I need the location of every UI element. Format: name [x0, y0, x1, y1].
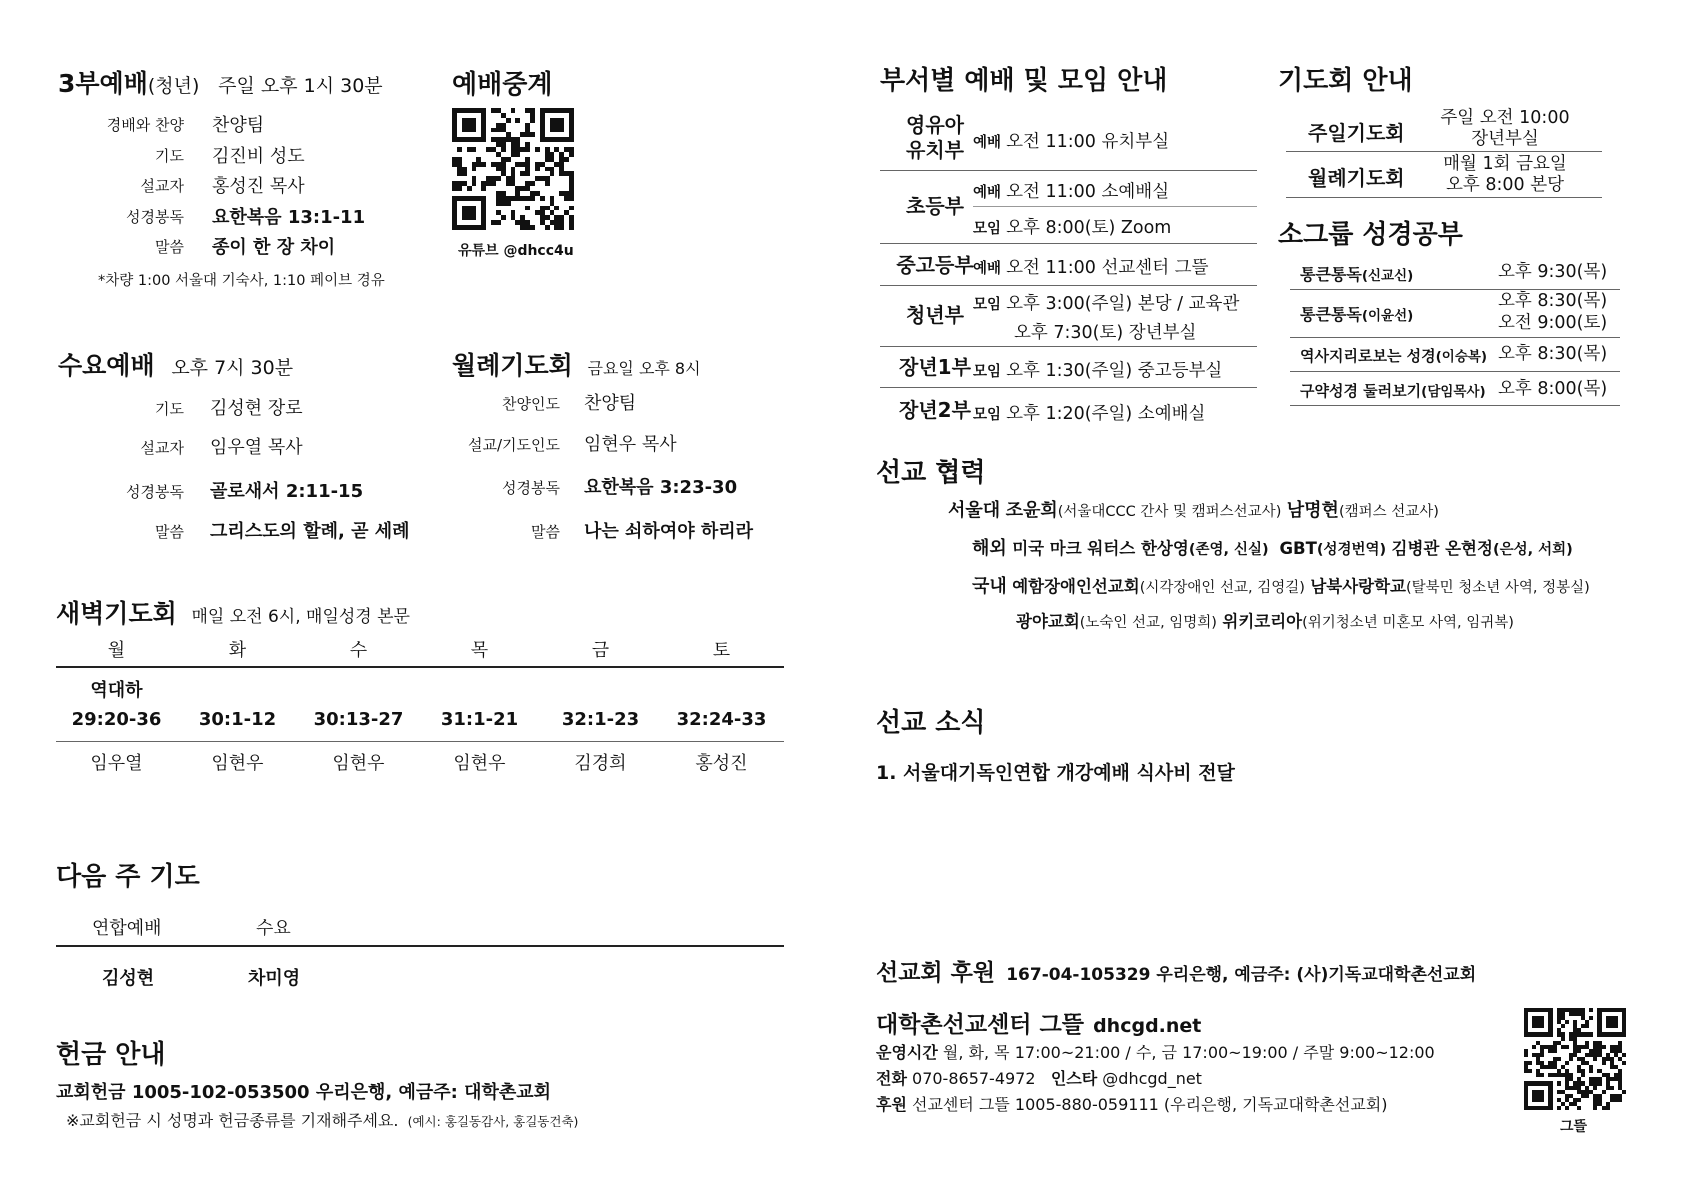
wednesday-label: 설교자: [140, 439, 184, 457]
monthly-value: 찬양팀: [584, 393, 637, 414]
dept-kind: 예배: [973, 135, 1002, 151]
wednesday-label: 말씀: [155, 523, 184, 541]
missions-region: 국내: [972, 576, 1007, 597]
dept-kind: 모임: [973, 364, 1002, 380]
missions-note: (은성, 서희): [1492, 542, 1573, 558]
small-group-title: 구약성경 둘러보기: [1300, 382, 1422, 400]
worship3-label: 기도: [155, 147, 184, 165]
dawn-day: 월: [107, 640, 126, 661]
missions-note: (위기청소년 미혼모 사역, 임귀복): [1302, 615, 1514, 631]
small-group-title: 통큰통독: [1300, 265, 1362, 284]
small-group-leader: (신교신): [1361, 268, 1414, 284]
dawn-leader: 임현우: [453, 753, 506, 774]
worship3-note: *차량 1:00 서울대 기숙사, 1:10 페이브 경유: [98, 273, 385, 289]
center-site: dhcgd.net: [1093, 1015, 1202, 1037]
dawn-day: 목: [470, 640, 489, 661]
missions-line: [1016, 608, 1514, 632]
prayer-meeting-divider: [1286, 197, 1602, 198]
small-group-divider: [1290, 405, 1620, 406]
small-group-name: [1300, 380, 1486, 401]
dawn-passage: 32:24-33: [676, 709, 767, 730]
worship3-title-paren: (청년): [147, 75, 200, 97]
support-title: 선교회 후원: [876, 960, 996, 986]
monthly-label: 찬양인도: [502, 395, 560, 413]
mission-news-item: 1. 서울대기독인연합 개강예배 식사비 전달: [876, 762, 1235, 784]
dawn-time: 매일 오전 6시, 매일성경 본문: [191, 607, 410, 627]
center-qr-caption: 그뜰: [1560, 1119, 1588, 1135]
wednesday-label: 기도: [155, 400, 184, 418]
small-group-time: 오후 8:30(목): [1498, 291, 1608, 311]
wednesday-time: 오후 7시 30분: [171, 357, 294, 379]
center-hours-value: 월, 화, 목 17:00~21:00 / 수, 금 17:00~19:00 / 주말 9:00~12:00: [942, 1043, 1435, 1062]
missions-title: 선교 협력: [876, 458, 986, 488]
small-group-title: 통큰통독: [1300, 305, 1362, 324]
small-group-divider: [1290, 371, 1620, 372]
center-support-label: 후원: [876, 1095, 907, 1114]
dept-item: [973, 214, 1171, 239]
missions-line: [948, 496, 1439, 522]
small-group-time: 오후 8:00(목): [1498, 379, 1608, 399]
monthly-value: 나는 쇠하여야 하리라: [584, 521, 754, 542]
missions-partner: 위키코리아: [1222, 612, 1303, 631]
center-contact: [876, 1066, 1202, 1089]
next-prayer-name: 김성현: [102, 968, 155, 989]
worship3-time: 주일 오후 1시 30분: [218, 75, 383, 97]
worship3-label: 말씀: [155, 238, 184, 256]
missions-partner: 조윤희: [1005, 500, 1058, 521]
worship3-value: 김진비 성도: [212, 146, 305, 167]
missions-note: (노숙인 선교, 임명희): [1079, 615, 1217, 631]
prayer-meeting-time: [1430, 154, 1580, 196]
dept-divider: [880, 387, 1257, 388]
prayer-meeting-name: 월례기도회: [1308, 166, 1405, 190]
offering-account: 교회헌금 1005-102-053500 우리은행, 예금주: 대학촌교회: [56, 1082, 552, 1103]
monthly-value: 임현우 목사: [584, 434, 677, 455]
missions-region: 서울대: [948, 500, 1001, 521]
dawn-heading: [56, 594, 410, 630]
small-group-divider: [1290, 337, 1620, 338]
dept-divider: [880, 170, 1257, 171]
dept-text: 오후 3:00(주일) 본당 / 교육관: [1006, 294, 1240, 314]
monthly-heading: [452, 346, 701, 382]
support-line: [876, 954, 1476, 987]
next-prayer-title: 다음 주 기도: [56, 862, 200, 892]
center-title: 대학촌선교센터 그뜰: [876, 1012, 1084, 1038]
monthly-time: 금요일 오후 8시: [587, 359, 701, 378]
small-group-name: [1300, 345, 1487, 366]
monthly-value: 요한복음 3:23-30: [584, 477, 738, 498]
worship3-label: 설교자: [140, 177, 184, 195]
small-group-name: [1300, 262, 1413, 285]
missions-note: (시각장애인 선교, 김영길): [1139, 580, 1305, 596]
small-group-time: 오전 9:00(토): [1498, 313, 1608, 333]
missions-note: (성경번역): [1316, 542, 1387, 558]
prayer-meeting-time: [1430, 108, 1580, 150]
wednesday-value: 그리스도의 할례, 곧 세례: [210, 521, 410, 542]
dept-name: 영유아 유치부: [906, 113, 964, 162]
dept-text: 오후 8:00(토) Zoom: [1006, 218, 1172, 238]
worship3-value: 요한복음 13:1-11: [212, 207, 366, 228]
dept-item: [973, 400, 1205, 425]
dawn-day: 수: [349, 640, 368, 661]
wednesday-value: 골로새서 2:11-15: [210, 481, 364, 502]
offering-note: [66, 1108, 578, 1131]
offering-title: 헌금 안내: [56, 1040, 166, 1070]
wednesday-value: 임우열 목사: [210, 437, 303, 458]
worship3-value: 홍성진 목사: [212, 176, 305, 197]
center-heading: [876, 1006, 1201, 1039]
worship3-value: 찬양팀: [212, 115, 265, 136]
dawn-day: 화: [228, 640, 247, 661]
monthly-label: 말씀: [531, 523, 560, 541]
small-group-time: 오후 9:30(목): [1498, 262, 1608, 282]
missions-partner: GBT: [1279, 539, 1317, 558]
dawn-passage: 30:1-12: [198, 709, 277, 730]
support-text: 167-04-105329 우리은행, 예금주: (사)기독교대학촌선교회: [1006, 965, 1477, 985]
monthly-label: 성경봉독: [502, 479, 560, 497]
dept-name: 장년1부: [899, 355, 971, 379]
small-group-leader: (담임목사): [1421, 384, 1486, 400]
missions-note: (탈북민 청소년 사역, 정봉실): [1405, 580, 1590, 596]
dept-name: 초등부: [906, 194, 964, 218]
dawn-leader: 홍성진: [695, 753, 748, 774]
dept-item: [973, 357, 1222, 382]
small-group-leader: (이승복): [1435, 349, 1488, 365]
dept-kind: 예배: [973, 185, 1002, 201]
dept-text: 오후 7:30(토) 장년부실: [1014, 323, 1197, 343]
missions-line: [972, 572, 1590, 598]
dept-divider: [880, 346, 1257, 347]
broadcast-title: 예배중계: [452, 70, 553, 100]
wednesday-label: 성경봉독: [126, 483, 184, 501]
small-group-leader: (이윤선): [1361, 308, 1414, 324]
worship3-heading: [58, 64, 383, 100]
prayer-meetings-title: 기도회 안내: [1278, 66, 1413, 96]
dawn-title: 새벽기도회: [56, 599, 177, 628]
offering-example: (예시: 홍길동감사, 홍길동건축): [407, 1114, 579, 1129]
center-hours-label: 운영시간: [876, 1043, 938, 1062]
dawn-row-divider: [56, 741, 784, 742]
dept-kind: 모임: [973, 407, 1002, 423]
dept-divider: [880, 285, 1257, 286]
dept-text: 오전 11:00 선교센터 그뜰: [1006, 258, 1209, 278]
missions-partner: 미국 마크 워터스 한상영: [1012, 539, 1189, 558]
dawn-leader: 김경희: [574, 753, 627, 774]
center-qr-code: [1524, 1008, 1626, 1110]
dawn-passage: 31:1-21: [440, 709, 519, 730]
next-prayer-header: 수요: [256, 918, 291, 939]
prayer-meeting-line: 매월 1회 금요일: [1443, 154, 1567, 174]
dawn-passage: 29:20-36: [71, 709, 162, 730]
center-insta: @dhcgd_net: [1102, 1069, 1202, 1088]
next-prayer-header: 연합예배: [92, 918, 162, 939]
center-phone: 070-8657-4972: [912, 1069, 1036, 1088]
departments-title: 부서별 예배 및 모임 안내: [880, 66, 1168, 96]
dawn-header-divider: [56, 666, 784, 668]
center-insta-label: 인스타: [1050, 1069, 1098, 1088]
worship3-title: 3부예배: [58, 69, 148, 98]
mission-news-title: 선교 소식: [876, 708, 986, 738]
dept-text: 오후 1:30(주일) 중고등부실: [1006, 361, 1223, 381]
offering-note-text: ※교회헌금 시 성명과 헌금종류를 기재해주세요.: [66, 1111, 399, 1130]
dept-item: [1014, 319, 1196, 344]
wednesday-title: 수요예배: [58, 351, 155, 380]
youtube-qr-code: [452, 108, 574, 230]
missions-partner: 남명현: [1286, 500, 1339, 521]
dept-kind: 예배: [973, 261, 1002, 277]
dawn-passage: 30:13-27: [313, 709, 404, 730]
missions-note: (캠퍼스 선교사): [1338, 504, 1439, 520]
center-support: [876, 1092, 1387, 1115]
dept-text: 오전 11:00 유치부실: [1006, 132, 1170, 152]
center-support-value: 선교센터 그뜰 1005-880-059111 (우리은행, 기독교대학촌선교회): [912, 1095, 1388, 1114]
missions-partner: 남북사랑학교: [1310, 577, 1406, 596]
dept-item: [973, 128, 1169, 153]
missions-partner: 광야교회: [1016, 612, 1080, 631]
prayer-meeting-line: 오후 8:00 본당: [1445, 175, 1565, 195]
dawn-book: 역대하: [90, 680, 143, 701]
small-group-time: 오후 8:30(목): [1498, 344, 1608, 364]
prayer-meeting-divider: [1286, 151, 1602, 152]
broadcast-caption: 유튜브 @dhcc4u: [458, 243, 574, 259]
next-prayer-divider: [56, 945, 784, 947]
next-prayer-name: 차미영: [248, 968, 301, 989]
dept-name: 청년부: [906, 303, 964, 327]
dept-text: 오후 1:20(주일) 소예배실: [1006, 404, 1206, 424]
missions-partner: 예함장애인선교회: [1012, 577, 1140, 596]
prayer-meeting-name: 주일기도회: [1308, 121, 1405, 145]
monthly-title: 월례기도회: [452, 351, 573, 380]
center-hours: [876, 1040, 1435, 1063]
prayer-meeting-line: 주일 오전 10:00: [1440, 108, 1570, 128]
wednesday-value: 김성현 장로: [210, 398, 303, 419]
dept-item: [973, 290, 1239, 315]
missions-note: (서울대CCC 간사 및 캠퍼스선교사): [1057, 504, 1282, 520]
dawn-day: 토: [712, 640, 731, 661]
prayer-meeting-line: 장년부실: [1471, 129, 1539, 149]
dawn-day: 금: [591, 640, 610, 661]
dept-kind: 모임: [973, 297, 1002, 313]
wednesday-heading: [58, 346, 293, 382]
center-phone-label: 전화: [876, 1069, 907, 1088]
monthly-label: 설교/기도인도: [468, 436, 560, 454]
dept-name: 장년2부: [899, 398, 971, 422]
worship3-value: 종이 한 장 차이: [212, 237, 336, 258]
dept-subdivider: [973, 206, 1257, 207]
dawn-passage: 32:1-23: [561, 709, 640, 730]
missions-region: 해외: [972, 538, 1007, 559]
small-groups-title: 소그룹 성경공부: [1278, 220, 1463, 250]
dawn-leader: 임현우: [211, 753, 264, 774]
small-group-name: [1300, 302, 1413, 325]
missions-note: (존영, 신실): [1188, 542, 1269, 558]
dept-kind: 모임: [973, 221, 1002, 237]
missions-line: [972, 534, 1573, 560]
dept-divider: [880, 243, 1257, 244]
worship3-label: 성경봉독: [126, 208, 184, 226]
missions-partner: 김병관 온현정: [1391, 539, 1493, 558]
worship3-label: 경배와 찬양: [106, 116, 184, 134]
small-group-title: 역사지리로보는 성경: [1300, 347, 1436, 365]
dept-item: [973, 178, 1169, 203]
dawn-leader: 임우열: [90, 753, 143, 774]
dept-item: [973, 254, 1208, 279]
dept-name: 중고등부: [896, 253, 974, 277]
dawn-leader: 임현우: [332, 753, 385, 774]
dept-text: 오전 11:00 소예배실: [1006, 182, 1170, 202]
